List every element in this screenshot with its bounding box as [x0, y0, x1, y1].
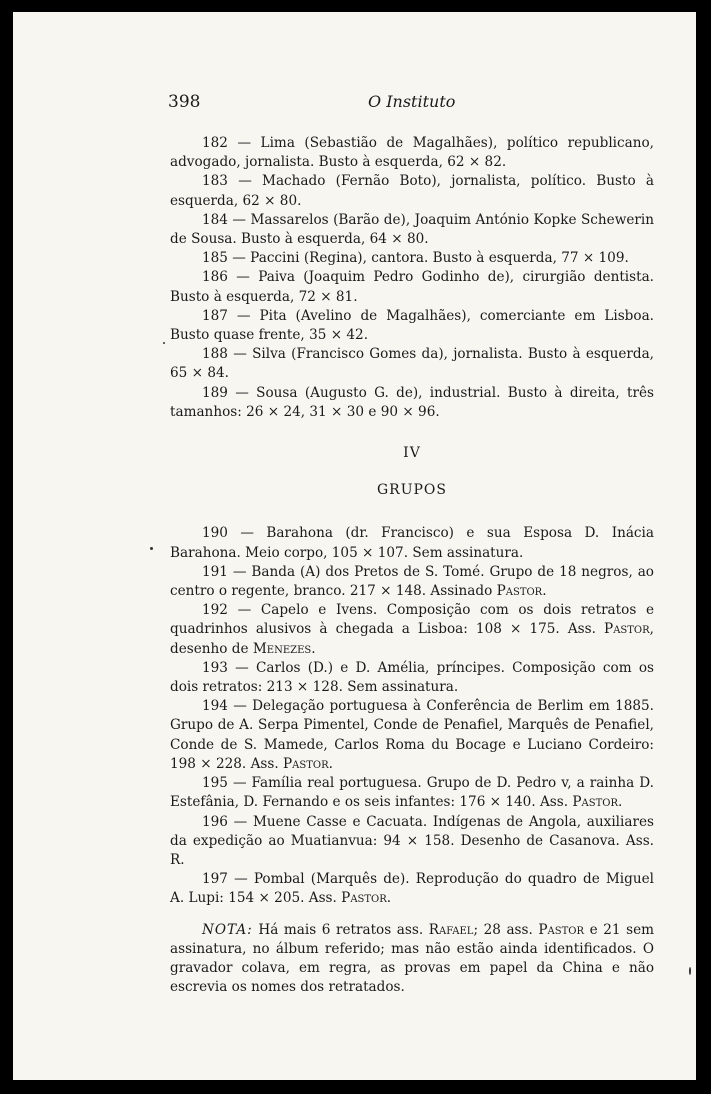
- note-text-1: Há mais 6 retratos ass.: [252, 921, 429, 938]
- signature-pastor: Pastor: [282, 755, 329, 772]
- entry-194-end: .: [328, 755, 333, 772]
- entry-184: 184 — Massarelos (Barão de), Joaquim António Kopke Schewerin de Sousa. Busto à esquerda, 64 × 80.: [170, 211, 654, 248]
- entry-186: 186 — Paiva (Joaquim Pedro Godinho de), cirurgião dentista. Busto à esquerda, 72 × 81.: [170, 269, 654, 305]
- scan-speck: [163, 342, 165, 344]
- entry-197: [170, 870, 654, 908]
- section-title: GRUPOS: [376, 482, 447, 499]
- signature-rafael: Rafael: [428, 921, 474, 938]
- entry-192-mid: , desenho de: [170, 621, 654, 657]
- entry-191: [170, 563, 654, 601]
- entry-197-end: .: [386, 890, 392, 907]
- scan-speck: [150, 547, 153, 550]
- note-label: NOTA:: [202, 921, 253, 938]
- signature-pastor: Pastor: [341, 890, 387, 907]
- signature-pastor: Pastor: [572, 794, 618, 811]
- entry-187: 187 — Pita (Avelino de Magalhães), comerciante em Lisboa. Busto quase frente, 35 × 42.: [170, 307, 654, 344]
- entry-189: 189 — Sousa (Augusto G. de), industrial. Busto à direita, três tamanhos: 26 × 24, 31 × 30 e 90 × 96.: [170, 384, 654, 420]
- entry-185: 185 — Paccini (Regina), cantora. Busto à esquerda, 77 × 109.: [202, 250, 629, 267]
- signature-menezes: Menezes: [252, 640, 312, 657]
- note-paragraph: [170, 921, 654, 998]
- entry-192-end: .: [311, 640, 316, 657]
- scanned-page: [13, 12, 696, 1080]
- entry-191-end: .: [542, 583, 547, 600]
- signature-pastor: Pastor: [604, 621, 650, 638]
- body-text: [170, 134, 654, 997]
- entry-190: 190 — Barahona (dr. Francisco) e sua Esposa D. Inácia Barahona. Meio corpo, 105 × 107. Sem assinatura.: [170, 525, 654, 561]
- entry-193: 193 — Carlos (D.) e D. Amélia, príncipes. Composição com os dois retratos: 213 × 128. Sem assinatura.: [170, 659, 654, 696]
- entry-195-end: .: [618, 794, 623, 811]
- entry-195: [170, 774, 654, 812]
- section-number: IV: [403, 445, 421, 462]
- entry-191-text: 191 — Banda (A) dos Pretos de S. Tomé. Grupo de 18 negros, ao centro o regente, branco. 217 × 148. Assinado: [170, 563, 654, 600]
- scan-speck: [689, 967, 691, 975]
- page-number: 398: [168, 92, 201, 112]
- entry-194-text: 194 — Delegação portuguesa à Conferência de Berlim em 1885. Grupo de A. Serpa Pimentel, Conde de Penafiel, Marquês de Penafiel, Conde de S. Mamede, Carlos Roma du Bocage e Luciano Cordeiro: 198 × 228. Ass.: [170, 698, 654, 772]
- running-title: O Instituto: [368, 92, 456, 111]
- entry-195-text: 195 — Família real portuguesa. Grupo de D. Pedro v, a rainha D. Estefânia, D. Fernando e os seis infantes: 176 × 140. Ass.: [170, 775, 654, 811]
- entry-196: 196 — Muene Casse e Cacuata. Indígenas de Angola, auxiliares da expedição ao Muatianvua: 94 × 158. Desenho de Casanova. Ass. R.: [170, 813, 654, 868]
- entry-192-text: 192 — Capelo e Ivens. Composição com os dois retratos e quadrinhos alusivos à chegada a Lisboa: 108 × 175. Ass.: [170, 602, 654, 638]
- signature-pastor: Pastor: [496, 583, 543, 600]
- entry-188: 188 — Silva (Francisco Gomes da), jornalista. Busto à esquerda, 65 × 84.: [170, 346, 654, 382]
- note-text-3: e 21 sem assinatura, no álbum referido; mas não estão ainda identificados. O gravador colava, em regra, as provas em papel da China e não escrevia os nomes dos retratados.: [170, 921, 654, 996]
- note-text-2: ; 28 ass.: [473, 921, 539, 938]
- entry-192: [170, 601, 654, 659]
- entry-197-text: 197 — Pombal (Marquês de). Reprodução do quadro de Miguel A. Lupi: 154 × 205. Ass.: [170, 871, 654, 907]
- entry-194: [170, 697, 654, 774]
- page-header: [13, 92, 696, 122]
- entry-183: 183 — Machado (Fernão Boto), jornalista, político. Busto à esquerda, 62 × 80.: [170, 173, 654, 209]
- entry-182: 182 — Lima (Sebastião de Magalhães), político republicano, advogado, jornalista. Busto à esquerda, 62 × 82.: [170, 135, 654, 171]
- signature-pastor: Pastor: [538, 921, 585, 938]
